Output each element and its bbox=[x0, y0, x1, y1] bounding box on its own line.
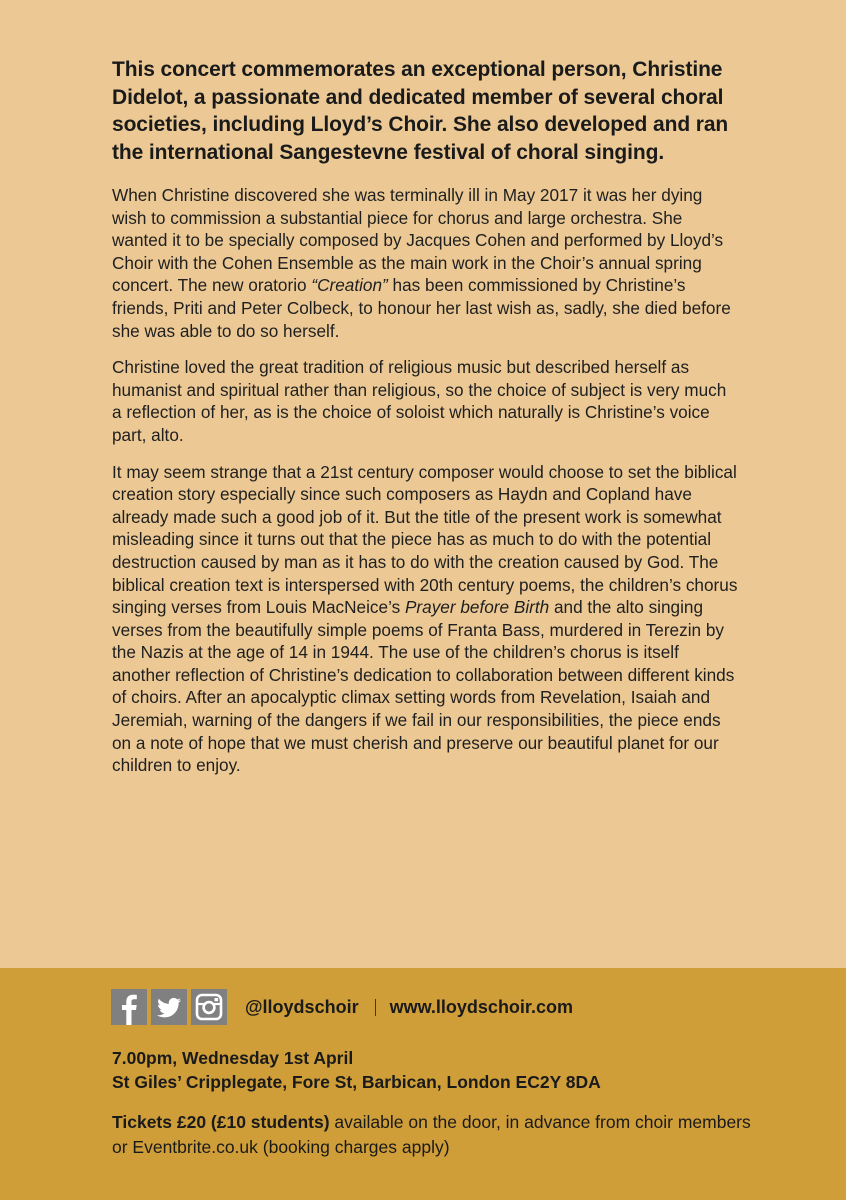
event-details bbox=[112, 1046, 601, 1094]
main-content bbox=[112, 56, 738, 791]
facebook-icon[interactable] bbox=[111, 989, 147, 1025]
event-time: 7.00pm, Wednesday 1st April bbox=[112, 1048, 354, 1068]
intro-statement: This concert commemorates an exceptional person, Christine Didelot, a passionate and dedicated member of several choral societies, including Lloyd’s Choir. She also developed and ran the international Sangestevne festival of choral singing. bbox=[112, 58, 729, 164]
poem-title: Prayer before Birth bbox=[404, 597, 550, 618]
paragraph-creation-text-2: and the alto singing verses from the beautifully simple poems of Franta Bass, murdered in Terezin by the Nazis at the age of 14 in 1944. The use of the children’s chorus is itself another reflection of Christine’s dedication to collaboration between different kinds of choirs. After an apocalyptic climax setting words from Revelation, Isaiah and Jeremiah, warning of the dangers if we fail in our responsibilities, the piece ends on a note of hope that we must cherish and preserve our beautiful planet for our children to enjoy. bbox=[112, 597, 735, 776]
paragraph-tradition: Christine loved the great tradition of religious music but described herself as humanist and spiritual rather than religious, so the choice of subject is very much a reflection of her, as is the choice of soloist which naturally is Christine’s voice part, alto. bbox=[112, 357, 727, 445]
oratorio-title: “Creation” bbox=[311, 275, 388, 296]
ticket-info bbox=[112, 1110, 752, 1160]
social-row bbox=[111, 988, 573, 1026]
paragraph-commission-text-2: has been commissioned by Christine’s friends, Priti and Peter Colbeck, to honour her last wish as, sadly, she died before she was able to do so herself. bbox=[112, 275, 731, 341]
website-link[interactable]: www.lloydschoir.com bbox=[389, 996, 573, 1017]
paragraph-commission bbox=[112, 184, 738, 342]
twitter-icon[interactable] bbox=[151, 989, 187, 1025]
paragraph-creation bbox=[112, 461, 738, 777]
paragraph-creation-text-1: It may seem strange that a 21st century composer would choose to set the biblical creation story especially since such composers as Haydn and Copland have already made such a good job of it. But the title of the present work is somewhat misleading since it turns out that the piece has as much to do with the potential destruction caused by man as it has to do with the creation caused by God. The biblical creation text is interspersed with 20th century poems, the children’s chorus singing verses from Louis MacNeice’s bbox=[112, 461, 738, 618]
instagram-icon[interactable] bbox=[191, 989, 227, 1025]
social-handle[interactable]: @lloydschoir bbox=[245, 996, 359, 1017]
ticket-price: Tickets £20 (£10 students) bbox=[112, 1112, 330, 1132]
ticket-availability: available on the door, in advance from choir members or Eventbrite.co.uk (booking charges apply) bbox=[112, 1112, 751, 1157]
paragraph-commission-text-1: When Christine discovered she was terminally ill in May 2017 it was her dying wish to commission a substantial piece for chorus and large orchestra. She wanted it to be specially composed by Jacques Cohen and performed by Lloyd’s Choir with the Cohen Ensemble as the main work in the Choir’s annual spring concert. The new oratorio bbox=[112, 185, 724, 296]
event-venue: St Giles’ Cripplegate, Fore St, Barbican, London EC2Y 8DA bbox=[112, 1072, 601, 1092]
footer-band bbox=[0, 968, 846, 1200]
separator bbox=[375, 999, 376, 1016]
